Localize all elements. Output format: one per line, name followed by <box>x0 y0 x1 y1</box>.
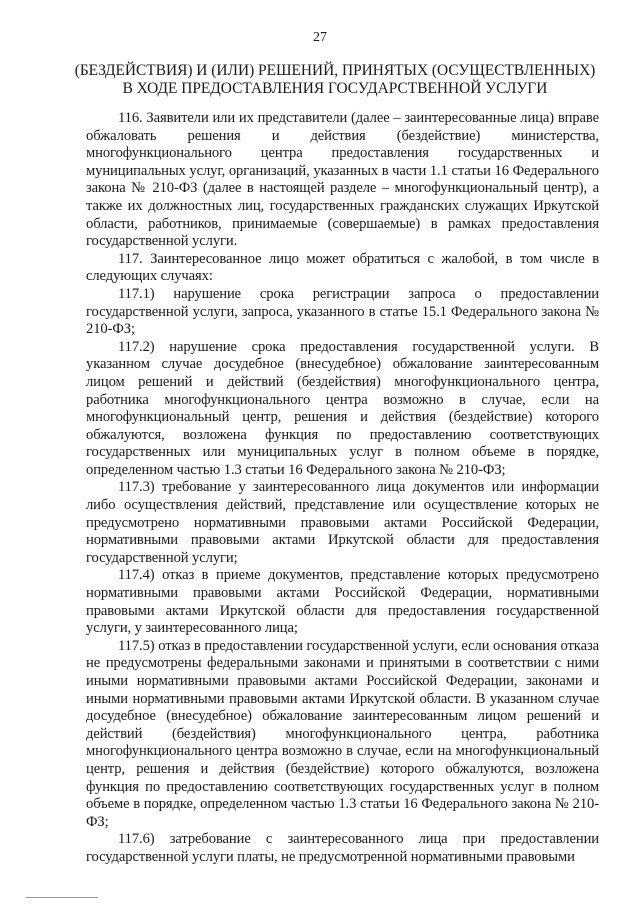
paragraph-117-1: 117.1) нарушение срока регистрации запроса о предоставлении государственной услуги, запроса, указанного в статье 15.1 Федерального закона № 210-ФЗ; <box>86 285 599 338</box>
document-body <box>86 110 599 867</box>
section-title-line-1: (БЕЗДЕЙСТВИЯ) И (ИЛИ) РЕШЕНИЙ, ПРИНЯТЫХ (ОСУЩЕСТВЛЕННЫХ) <box>74 62 596 79</box>
paragraph-117-4: 117.4) отказ в приеме документов, представление которых предусмотрено нормативными правовыми актами Российской Федерации, нормативными правовыми актами Иркутской области для предоставления государственной услуги, у заинтересованного лица; <box>86 567 599 637</box>
paragraph-117-3: 117.3) требование у заинтересованного лица документов или информации либо осуществления действий, представление или осуществление которых не предусмотрено нормативными правовыми актами Российской Федерации, нормативными правовыми актами Иркутской области для предоставления государственной услуги; <box>86 479 599 566</box>
paragraph-116: 116. Заявители или их представители (далее – заинтересованные лица) вправе обжаловать решения и действия (бездействие) министерства, многофункционального центра предоставления государственных и муниципальных услуг, организаций, указанных в части 1.1 статьи 16 Федерального закона № 210-ФЗ (далее в настоящей разделе – многофункциональный центр), а также их должностных лиц, государственных гражданских служащих Иркутской области, работников, принимаемые (совершаемые) в рамках предоставления государственной услуги. <box>86 110 599 250</box>
paragraph-117-2: 117.2) нарушение срока предоставления государственной услуги. В указанном случае досудебное (внесудебное) обжалование заинтересованным лицом решений и действий (бездействия) многофункционального центра, работника многофункционального центра возможно в случае, если на многофункциональный центр, решения и действия (бездействие) которого обжалуются, возложена функция по предоставлению соответствующих государственных или муниципальных услуг в полном объеме в порядке, определенном частью 1.3 статьи 16 Федерального закона № 210-ФЗ; <box>86 338 599 478</box>
paragraph-117: 117. Заинтересованное лицо может обратиться с жалобой, в том числе в следующих случаях: <box>86 250 599 285</box>
section-title-line-2: В ХОДЕ ПРЕДОСТАВЛЕНИЯ ГОСУДАРСТВЕННОЙ УСЛУГИ <box>122 80 548 97</box>
page-number: 27 <box>313 30 327 45</box>
paragraph-117-6: 117.6) затребование с заинтересованного лица при предоставлении государственной услуги платы, не предусмотренной нормативными правовыми <box>86 831 599 865</box>
footer-rule <box>26 897 98 898</box>
paragraph-117-5: 117.5) отказ в предоставлении государственной услуги, если основания отказа не предусмотрены федеральными законами и принятыми в соответствии с ними иными нормативными правовыми актами Российской Федерации, законами и иными нормативными правовыми актами Иркутской области. В указанном случае досудебное (внесудебное) обжалование заинтересованным лицом решений и действий (бездействия) многофункционального центра, работника многофункционального центра возможно в случае, если на многофункциональный центр, решения и действия (бездействие) которого обжалуются, возложена функция по предоставлению соответствующих государственных услуг в полном объеме в порядке, определенном частью 1.3 статьи 16 Федерального закона № 210-ФЗ; <box>86 637 599 830</box>
section-title <box>70 62 600 98</box>
